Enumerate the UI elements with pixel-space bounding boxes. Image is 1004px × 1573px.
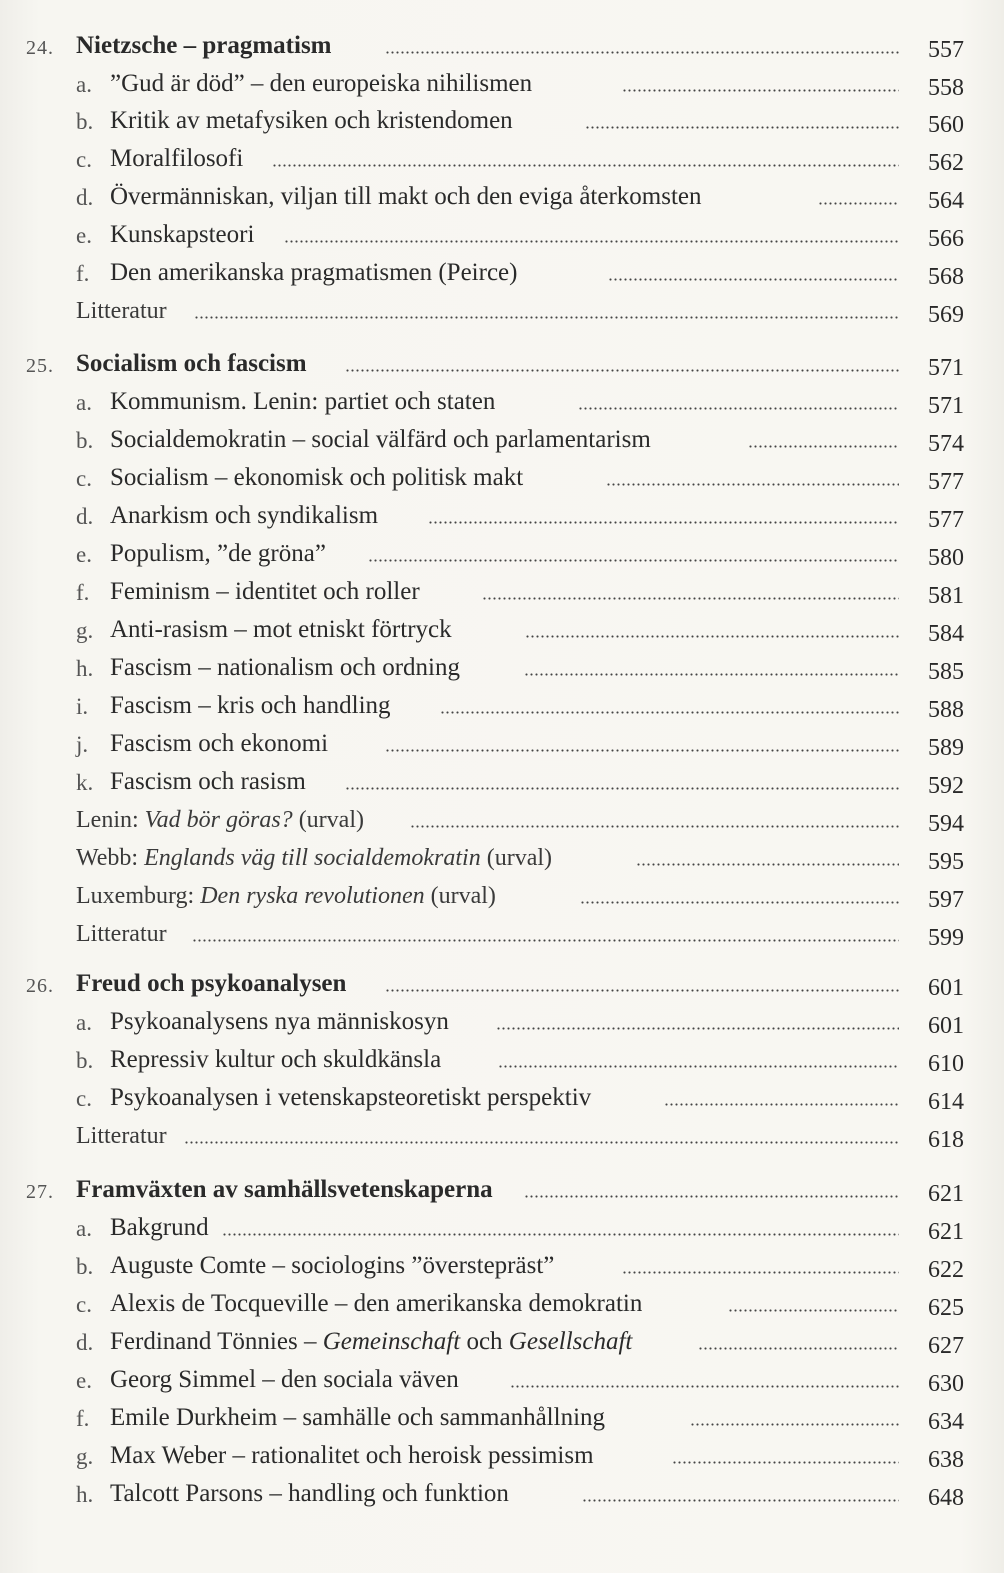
dot-leader — [585, 126, 899, 129]
dot-leader — [698, 1347, 899, 1350]
entry-letter: b. — [76, 1254, 94, 1279]
chapter-title: Socialism och fascism — [76, 350, 307, 377]
toc-entry-literature[interactable] — [0, 914, 1004, 952]
toc-entry[interactable] — [0, 382, 1004, 420]
toc-entry[interactable] — [0, 1284, 1004, 1322]
entry-title — [76, 845, 552, 872]
chapter-heading[interactable] — [0, 344, 1004, 382]
dot-leader — [524, 673, 899, 676]
chapter-number: 24. — [26, 37, 54, 59]
page-number: 557 — [928, 37, 964, 63]
toc-entry-excerpt[interactable] — [0, 800, 1004, 838]
page-number: 601 — [928, 1013, 964, 1039]
toc-entry[interactable] — [0, 1398, 1004, 1436]
entry-letter: a. — [76, 1216, 92, 1241]
entry-title: Populism, ”de gröna” — [110, 540, 326, 567]
dot-leader — [672, 1461, 899, 1464]
chapter-number: 26. — [26, 975, 54, 997]
entry-letter: d. — [76, 185, 94, 210]
excerpt-work: Den ryska revolutionen — [200, 883, 425, 909]
entry-title: Litteratur — [76, 1123, 167, 1149]
dot-leader — [748, 445, 899, 448]
entry-title: Litteratur — [76, 298, 167, 324]
page-number: 569 — [928, 302, 964, 328]
dot-leader — [496, 1027, 899, 1030]
toc-entry[interactable] — [0, 458, 1004, 496]
toc-entry[interactable] — [0, 139, 1004, 177]
entry-letter: e. — [76, 223, 92, 248]
dot-leader — [622, 1271, 899, 1274]
page-number: 592 — [928, 773, 964, 799]
excerpt-author: Luxemburg: — [76, 883, 195, 909]
page-number: 621 — [928, 1181, 964, 1207]
entry-title: Fascism och rasism — [110, 768, 306, 795]
entry-title-italic: Gesellschaft — [508, 1328, 633, 1355]
page-number: 584 — [928, 621, 964, 647]
dot-leader — [622, 89, 899, 92]
dot-leader — [368, 559, 899, 562]
entry-title: Emile Durkheim – samhälle och sammanhållning — [110, 1404, 606, 1431]
dot-leader — [580, 901, 899, 904]
toc-entry[interactable] — [0, 724, 1004, 762]
toc-entry[interactable] — [0, 177, 1004, 215]
entry-letter: k. — [76, 770, 94, 795]
entry-title: Georg Simmel – den sociala väven — [110, 1366, 459, 1393]
dot-leader — [184, 1141, 899, 1144]
entry-title-part: och — [460, 1328, 509, 1355]
toc-entry[interactable] — [0, 64, 1004, 102]
entry-title: Litteratur — [76, 921, 167, 947]
entry-title: Socialdemokratin – social välfärd och parlamentarism — [110, 426, 651, 453]
dot-leader — [578, 407, 899, 410]
toc-entry[interactable] — [0, 534, 1004, 572]
entry-letter: a. — [76, 1010, 92, 1035]
toc-entry[interactable] — [0, 648, 1004, 686]
entry-title: Kritik av metafysiken och kristendomen — [110, 107, 513, 134]
toc-entry[interactable] — [0, 1246, 1004, 1284]
toc-entry[interactable] — [0, 686, 1004, 724]
entry-letter: a. — [76, 390, 92, 415]
entry-letter: c. — [76, 466, 92, 491]
page-number: 574 — [928, 431, 964, 457]
excerpt-work: Englands väg till socialdemokratin — [144, 845, 481, 871]
toc-entry[interactable] — [0, 1002, 1004, 1040]
entry-title: Fascism och ekonomi — [110, 730, 329, 757]
chapter-title: Framväxten av samhällsvetenskaperna — [76, 1176, 493, 1203]
entry-letter: b. — [76, 428, 94, 453]
toc-entry-literature[interactable] — [0, 291, 1004, 329]
page-number: 566 — [928, 226, 964, 252]
entry-title: Socialism – ekonomisk och politisk makt — [110, 464, 524, 491]
entry-title: Talcott Parsons – handling och funktion — [110, 1480, 509, 1507]
page-number: 571 — [928, 393, 964, 419]
entry-title: Kommunism. Lenin: partiet och staten — [110, 388, 496, 415]
dot-leader — [222, 1233, 899, 1236]
dot-leader — [818, 202, 899, 205]
entry-title: Bakgrund — [110, 1214, 209, 1241]
entry-title-part: Ferdinand Tönnies – — [110, 1328, 323, 1355]
toc-entry[interactable] — [0, 1078, 1004, 1116]
dot-leader — [345, 369, 899, 372]
dot-leader — [664, 1103, 899, 1106]
entry-title: Fascism – nationalism och ordning — [110, 654, 460, 681]
dot-leader — [498, 1065, 899, 1068]
dot-leader — [636, 863, 899, 866]
entry-letter: e. — [76, 1368, 92, 1393]
entry-letter: f. — [76, 580, 90, 605]
dot-leader — [728, 1309, 899, 1312]
entry-title: Repressiv kultur och skuldkänsla — [110, 1046, 442, 1073]
page-number: 558 — [928, 75, 964, 101]
entry-letter: f. — [76, 1406, 90, 1431]
page-number: 580 — [928, 545, 964, 571]
entry-title: Anarkism och syndikalism — [110, 502, 379, 529]
entry-title — [76, 883, 496, 910]
entry-letter: b. — [76, 1048, 94, 1073]
page-number: 622 — [928, 1257, 964, 1283]
excerpt-suffix: (urval) — [430, 883, 496, 909]
entry-letter: h. — [76, 1482, 94, 1507]
entry-title: Övermänniskan, viljan till makt och den eviga återkomsten — [110, 183, 702, 210]
toc-entry-excerpt[interactable] — [0, 838, 1004, 876]
toc-entry[interactable] — [0, 610, 1004, 648]
entry-title: Moralfilosofi — [110, 145, 244, 172]
page-number: 577 — [928, 507, 964, 533]
page-number: 597 — [928, 887, 964, 913]
page-number: 614 — [928, 1089, 964, 1115]
entry-title — [110, 1328, 632, 1356]
chapter-title: Freud och psykoanalysen — [76, 970, 347, 997]
excerpt-suffix: (urval) — [298, 807, 364, 833]
page-number: 588 — [928, 697, 964, 723]
excerpt-work: Vad bör göras? — [144, 807, 293, 833]
toc-entry[interactable] — [0, 1474, 1004, 1512]
page-number: 621 — [928, 1219, 964, 1245]
page-number: 634 — [928, 1409, 964, 1435]
dot-leader — [272, 164, 899, 167]
toc-entry-excerpt[interactable] — [0, 876, 1004, 914]
entry-letter: h. — [76, 656, 94, 681]
page-number: 562 — [928, 150, 964, 176]
chapter-heading[interactable] — [0, 1170, 1004, 1208]
toc-entry[interactable] — [0, 101, 1004, 139]
page-number: 630 — [928, 1371, 964, 1397]
page-number: 648 — [928, 1485, 964, 1511]
dot-leader — [524, 1195, 899, 1198]
entry-letter: c. — [76, 1086, 92, 1111]
chapter-number: 27. — [26, 1181, 54, 1203]
dot-leader — [582, 1499, 899, 1502]
dot-leader — [440, 711, 899, 714]
entry-title: Den amerikanska pragmatismen (Peirce) — [110, 259, 518, 286]
dot-leader — [606, 483, 899, 486]
page-number: 638 — [928, 1447, 964, 1473]
entry-title: ”Gud är död” – den europeiska nihilismen — [110, 70, 533, 97]
toc-entry[interactable] — [0, 1208, 1004, 1246]
entry-letter: d. — [76, 1330, 94, 1355]
entry-title: Psykoanalysens nya människosyn — [110, 1008, 449, 1035]
dot-leader — [608, 278, 899, 281]
excerpt-author: Lenin: — [76, 807, 139, 833]
chapter-heading[interactable] — [0, 26, 1004, 64]
toc-entry[interactable] — [0, 1360, 1004, 1398]
toc-entry[interactable] — [0, 496, 1004, 534]
toc-entry[interactable] — [0, 215, 1004, 253]
entry-title: Alexis de Tocqueville – den amerikanska demokratin — [110, 1290, 643, 1317]
page-number: 585 — [928, 659, 964, 685]
toc-entry[interactable] — [0, 420, 1004, 458]
chapter-heading[interactable] — [0, 964, 1004, 1002]
entry-title: Feminism – identitet och roller — [110, 578, 420, 605]
chapter-number: 25. — [26, 355, 54, 377]
entry-letter: j. — [76, 732, 89, 757]
dot-leader — [525, 635, 899, 638]
entry-title: Anti-rasism – mot etniskt förtryck — [110, 616, 452, 643]
entry-letter: b. — [76, 109, 94, 134]
page-number: 560 — [928, 112, 964, 138]
chapter-title: Nietzsche – pragmatism — [76, 32, 332, 59]
entry-title — [76, 807, 364, 834]
toc-entry[interactable] — [0, 762, 1004, 800]
toc-entry[interactable] — [0, 1322, 1004, 1360]
page-number: 599 — [928, 925, 964, 951]
entry-letter: g. — [76, 618, 94, 643]
page-number: 618 — [928, 1127, 964, 1153]
toc-entry[interactable] — [0, 572, 1004, 610]
entry-letter: d. — [76, 504, 94, 529]
page-number: 564 — [928, 188, 964, 214]
page-number: 594 — [928, 811, 964, 837]
entry-title: Psykoanalysen i vetenskapsteoretiskt perspektiv — [110, 1084, 592, 1111]
toc-entry[interactable] — [0, 1436, 1004, 1474]
entry-letter: a. — [76, 72, 92, 97]
entry-letter: g. — [76, 1444, 94, 1469]
dot-leader — [194, 316, 899, 319]
page-number: 589 — [928, 735, 964, 761]
page-number: 627 — [928, 1333, 964, 1359]
entry-letter: e. — [76, 542, 92, 567]
toc-entry[interactable] — [0, 1040, 1004, 1078]
excerpt-author: Webb: — [76, 845, 139, 871]
dot-leader — [385, 989, 899, 992]
entry-letter: c. — [76, 147, 92, 172]
page-number: 601 — [928, 975, 964, 1001]
entry-letter: f. — [76, 261, 90, 286]
page-number: 571 — [928, 355, 964, 381]
entry-title: Max Weber – rationalitet och heroisk pessimism — [110, 1442, 594, 1469]
dot-leader — [192, 939, 899, 942]
dot-leader — [385, 749, 899, 752]
entry-title: Kunskapsteori — [110, 221, 255, 248]
page-number: 595 — [928, 849, 964, 875]
dot-leader — [428, 521, 899, 524]
dot-leader — [385, 51, 899, 54]
page-number: 610 — [928, 1051, 964, 1077]
dot-leader — [284, 240, 899, 243]
entry-title: Auguste Comte – sociologins ”överstepräst” — [110, 1252, 555, 1279]
dot-leader — [482, 597, 899, 600]
toc-entry-literature[interactable] — [0, 1116, 1004, 1154]
page-number: 577 — [928, 469, 964, 495]
entry-title: Fascism – kris och handling — [110, 692, 391, 719]
entry-letter: i. — [76, 694, 89, 719]
page-number: 625 — [928, 1295, 964, 1321]
page-number: 568 — [928, 264, 964, 290]
dot-leader — [690, 1423, 899, 1426]
page-number: 581 — [928, 583, 964, 609]
excerpt-suffix: (urval) — [486, 845, 552, 871]
dot-leader — [345, 787, 899, 790]
dot-leader — [410, 825, 899, 828]
entry-letter: c. — [76, 1292, 92, 1317]
entry-title-italic: Gemeinschaft — [322, 1328, 461, 1355]
dot-leader — [510, 1385, 899, 1388]
toc-entry[interactable] — [0, 253, 1004, 291]
